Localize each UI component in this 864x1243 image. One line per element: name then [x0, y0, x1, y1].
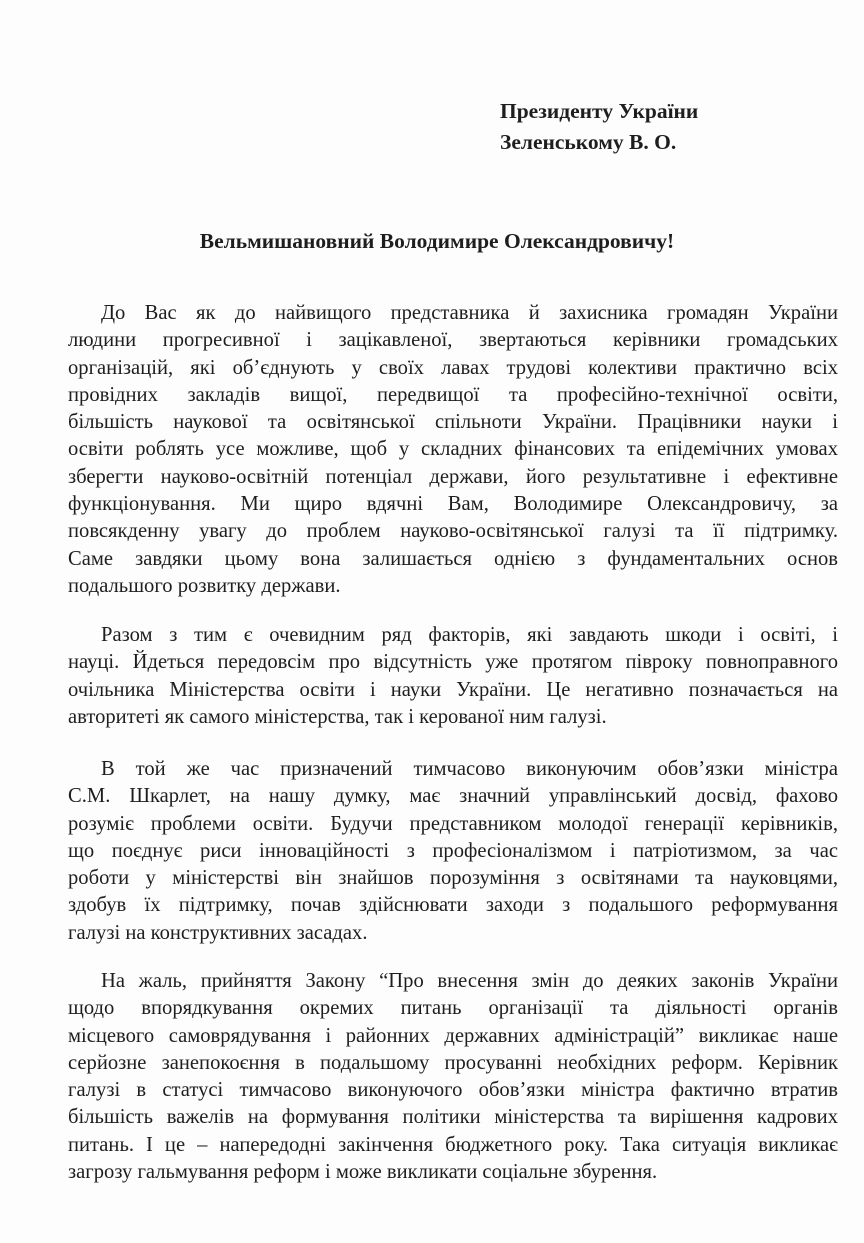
paragraph-line: С.М. Шкарлет, на нашу думку, має значний управлінський досвід, фахово [68, 785, 838, 808]
paragraph-line: До Вас як до найвищого представника й захисника громадян України [101, 302, 838, 324]
paragraph-1 [68, 300, 838, 600]
paragraph-line: розуміє проблеми освіти. Будучи представником молодої генерації керівників, [68, 812, 838, 835]
paragraph-2 [68, 622, 838, 731]
paragraph-line: загрозу гальмування реформ і може викликати соціальне збурення. [68, 1161, 658, 1184]
paragraph-line: організацій, які об’єднують у своїх лавах трудові колективи практично всіх [68, 356, 838, 379]
paragraph-line: Разом з тим є очевидним ряд факторів, які завдають шкоди і освіті, і [101, 624, 838, 646]
paragraph-line: очільника Міністерства освіти і науки України. Це негативно позначається на [68, 678, 838, 701]
paragraph-line: подальшого розвитку держави. [68, 574, 341, 597]
paragraph-4 [68, 968, 838, 1186]
paragraph-line: Саме завдяки цьому вона залишається однією з фундаментальних основ [68, 547, 838, 570]
paragraph-line: галузі в статусі тимчасово виконуючого обов’язки міністра фактично втратив [68, 1079, 838, 1102]
paragraph-line: роботи у міністерстві він знайшов порозуміння з освітянами та науковцями, [68, 867, 838, 890]
paragraph-line: галузі на конструктивних засадах. [68, 921, 368, 944]
paragraph-line: що поєднує риси інноваційності з професіоналізмом і патріотизмом, за час [68, 839, 838, 862]
paragraph-line: функціонування. Ми щиро вдячні Вам, Володимире Олександровичу, за [68, 493, 838, 516]
addressee-line-2: Зеленському В. О. [500, 130, 677, 154]
salutation: Вельмишановний Володимире Олександровичу! [199, 229, 675, 253]
paragraph-line: науці. Йдеться передовсім про відсутність уже протягом півроку повноправного [68, 651, 838, 674]
paragraph-line: людини прогресивної і зацікавленої, звертаються керівники громадських [68, 329, 838, 352]
paragraph-line: зберегти науково-освітній потенціал держави, його результативне і ефективне [68, 465, 838, 488]
paragraph-line: питань. І це – напередодні закінчення бюджетного року. Така ситуація викликає [68, 1133, 838, 1156]
paragraph-line: провідних закладів вищої, передвищої та професійно-технічної освіти, [68, 383, 838, 406]
paragraph-line: щодо впорядкування окремих питань організації та діяльності органів [68, 997, 838, 1020]
paragraph-line: більшість важелів на формування політики міністерства та вирішення кадрових [68, 1106, 838, 1129]
paragraph-line: авторитеті як самого міністерства, так і керованої ним галузі. [68, 705, 607, 728]
paragraph-line: В той же час призначений тимчасово виконуючим обов’язки міністра [101, 758, 838, 780]
paragraph-line: На жаль, прийняття Закону “Про внесення змін до деяких законів України [101, 970, 838, 992]
paragraph-line: здобув їх підтримку, почав здійснювати заходи з подальшого реформування [68, 894, 838, 917]
paragraph-3 [68, 756, 838, 947]
paragraph-line: більшість наукової та освітянської спільноти України. Працівники науки і [68, 411, 838, 434]
paragraph-line: повсякденну увагу до проблем науково-освітянської галузі та її підтримку. [68, 520, 838, 543]
paragraph-line: серйозне занепокоєння в подальшому просуванні необхідних реформ. Керівник [68, 1051, 838, 1074]
paragraph-line: місцевого самоврядування і районних державних адміністрацій” викликає наше [68, 1024, 838, 1047]
addressee-block [500, 96, 698, 158]
paragraph-line: освіти роблять усе можливе, щоб у складних фінансових та епідемічних умовах [68, 438, 838, 461]
addressee-line-1: Президенту України [500, 99, 699, 123]
